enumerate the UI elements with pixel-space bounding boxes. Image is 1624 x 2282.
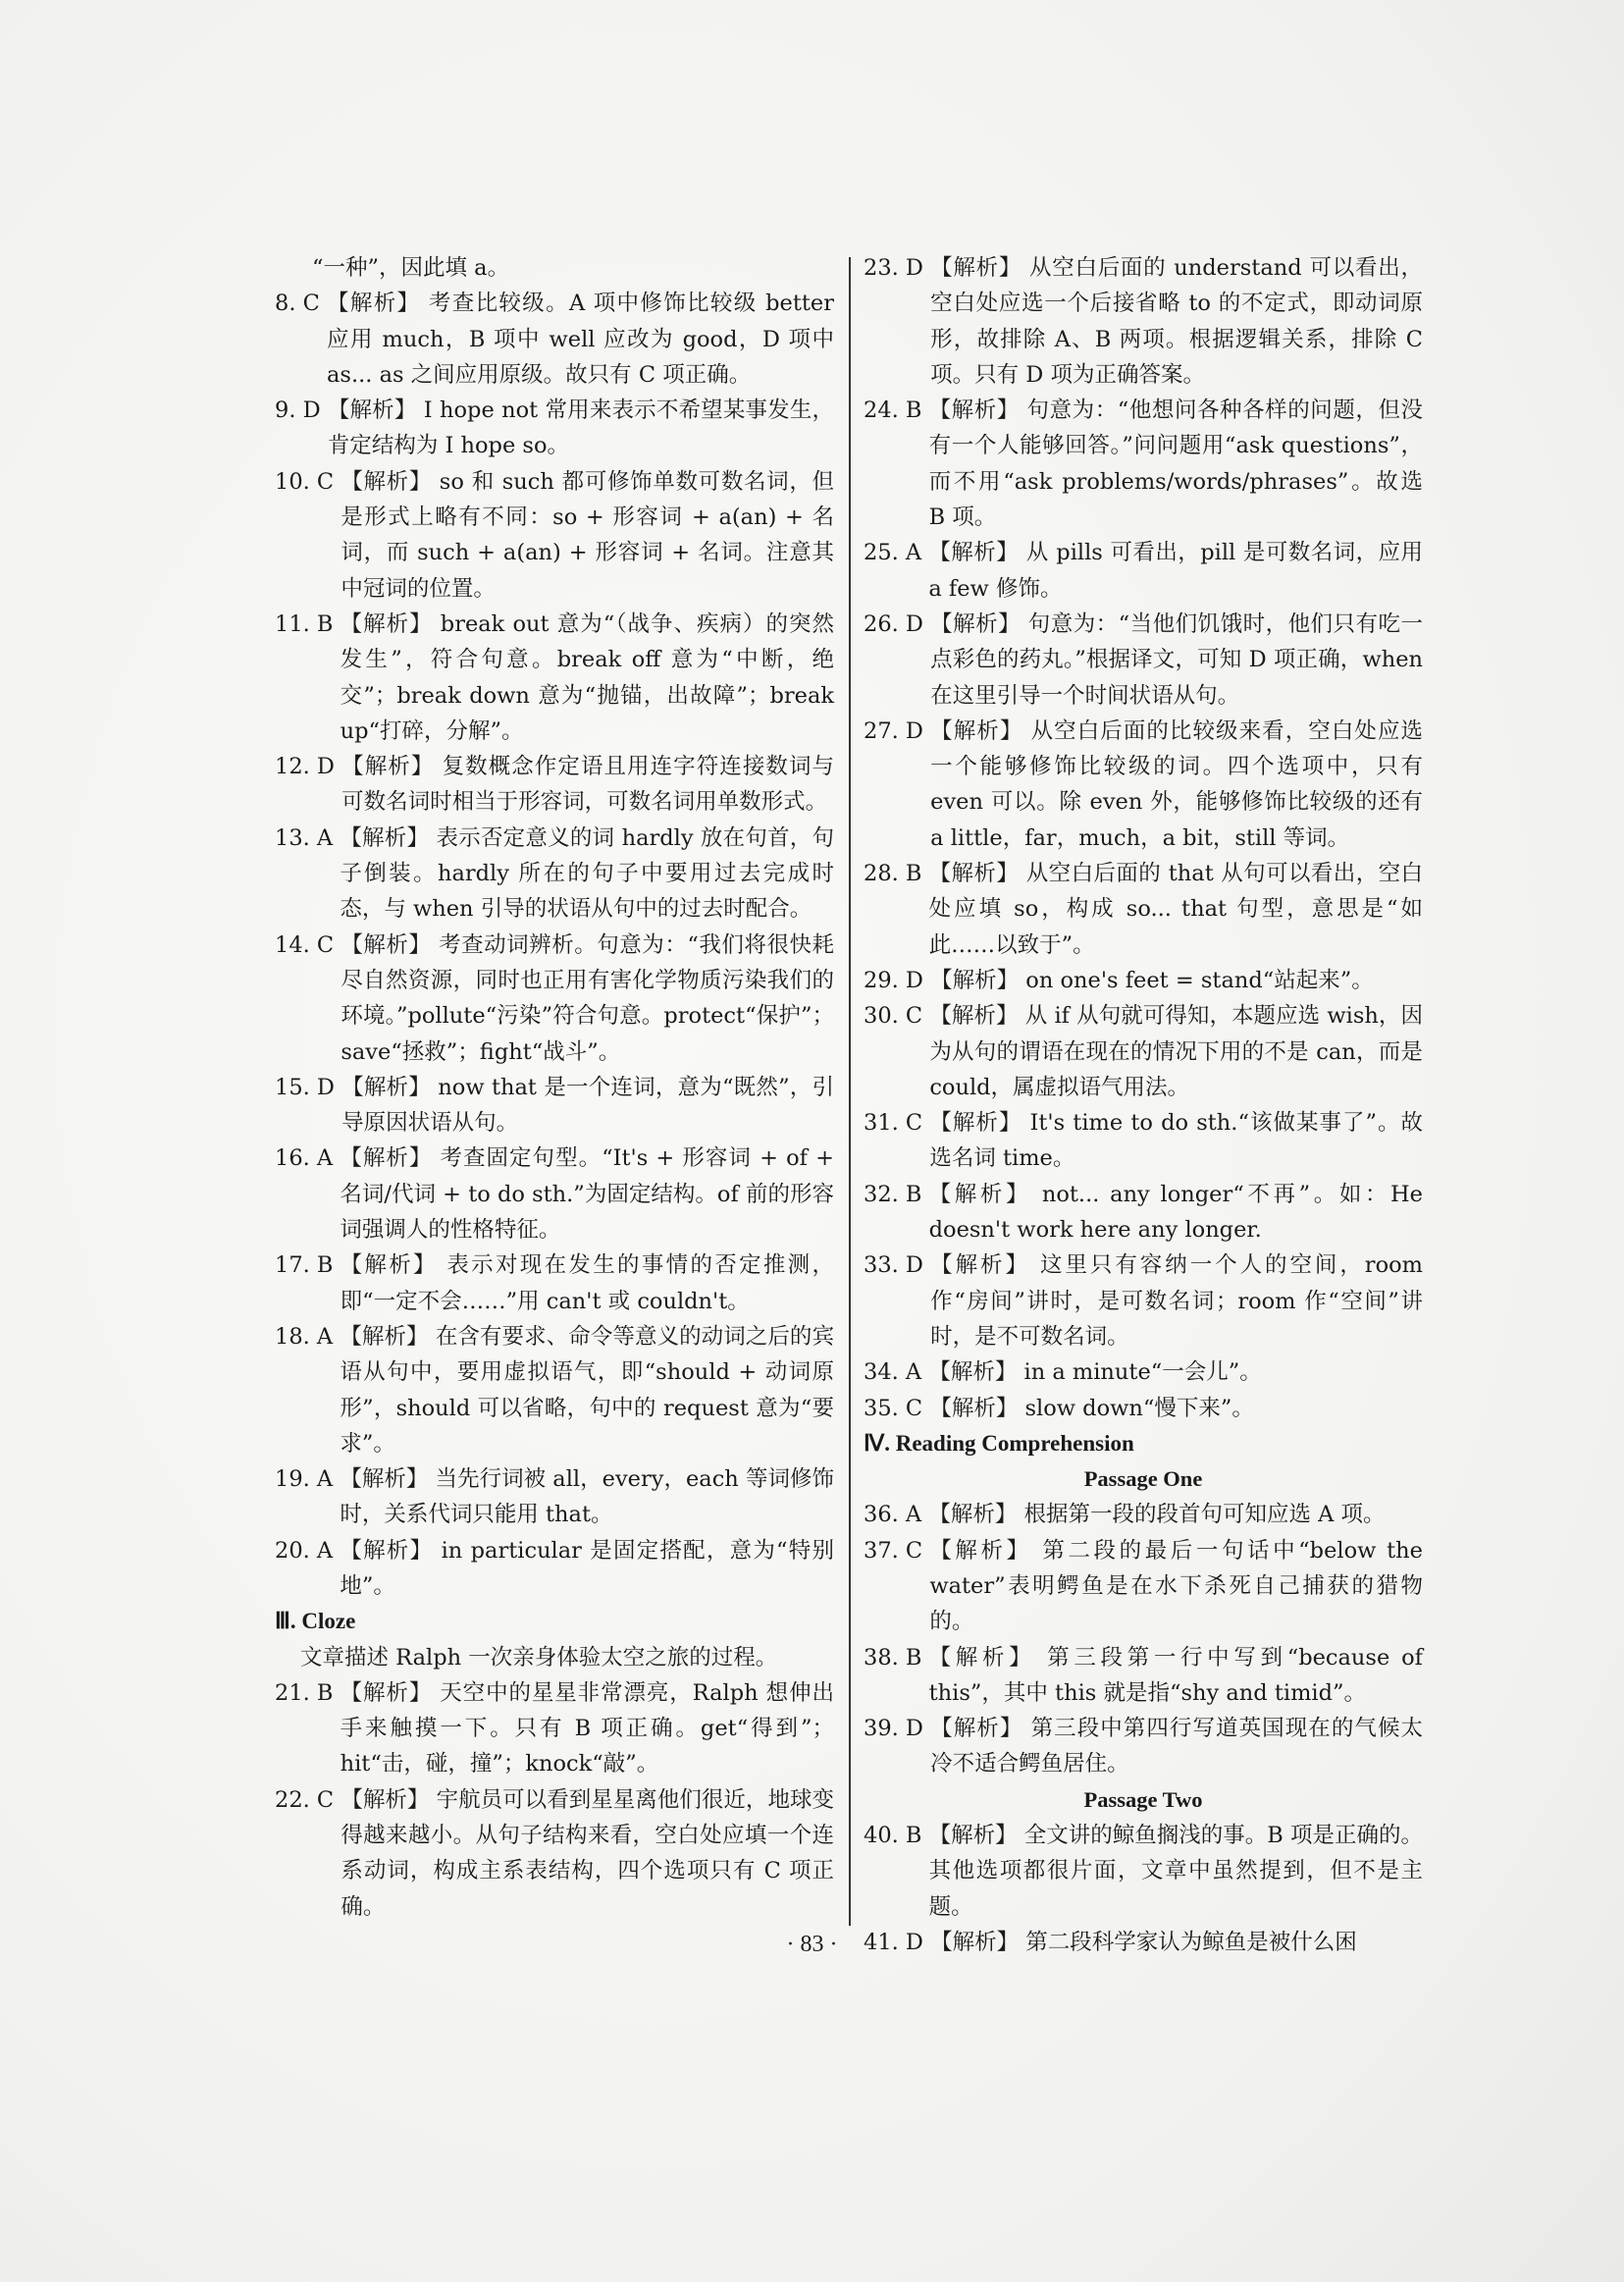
answer-number: 13. A: [275, 824, 341, 851]
left-column: [275, 250, 834, 1925]
lead-line: “一种”，因此填 a。: [312, 255, 510, 281]
column-divider: [849, 257, 851, 1926]
answer-explanation: 【解析】 根据第一段的段首句可知应选 A 项。: [928, 1502, 1386, 1528]
answer-item-28: [864, 856, 1423, 963]
answer-explanation: 【解析】 句意为：“当他们饥饿时，他们只有吃一点彩色的药丸。”根据译文，可知 D 项正确，when 在这里引导一个时间状语从句。: [930, 610, 1423, 709]
answer-item-12: [275, 749, 834, 821]
answer-number: 14. C: [275, 931, 341, 958]
answer-item-26: [864, 607, 1423, 714]
answer-item-31: [864, 1105, 1423, 1177]
answer-explanation: 【解析】 break out 意为“（战争、疾病）的突然发生”，符合句意。break off 意为“中断，绝交”；break down 意为“抛锚，出故障”；break up“打碎，分解”。: [340, 610, 834, 744]
answer-explanation: 【解析】 第三段中第四行写道英国现在的气候太冷不适合鳄鱼居住。: [930, 1716, 1423, 1778]
answer-explanation: 【解析】 not... any longer“不再”。如：He doesn't work here any longer.: [928, 1181, 1423, 1244]
answer-number: 19. A: [275, 1466, 341, 1493]
passage-heading-two: Passage Two: [1083, 1786, 1203, 1812]
answer-item-27: [864, 714, 1423, 856]
answer-item-23: [864, 250, 1423, 393]
answer-number: 33. D: [864, 1252, 931, 1279]
answer-explanation: 【解析】 句意为：“他想问各种各样的问题，但没有一个人能够回答。”问问题用“ask questions”，而不用“ask problems/words/phrases”。故选 B 项。: [928, 398, 1423, 531]
passage-heading-one: Passage One: [1083, 1466, 1203, 1492]
answer-explanation: 【解析】 考查动词辨析。句意为：“我们将很快耗尽自然资源，同时也正用有害化学物质污染我们的环境。”pollute“污染”符合句意。protect“保护”；save“拯救”；fight“战斗”。: [341, 931, 834, 1065]
answer-item-15: [275, 1070, 834, 1141]
answer-explanation: 【解析】 全文讲的鲸鱼搁浅的事。B 项是正确的。其他选项都很片面，文章中虽然提到，但不是主题。: [928, 1823, 1423, 1920]
answer-item-10: [275, 464, 834, 607]
answer-explanation: 【解析】 当先行词被 all，every，each 等词修饰时，关系代词只能用 that。: [340, 1466, 834, 1528]
answer-number: 32. B: [864, 1181, 929, 1207]
answer-item-39: [864, 1711, 1423, 1782]
answer-item-34: [864, 1354, 1423, 1390]
answer-number: 36. A: [864, 1502, 929, 1528]
answer-explanation: 【解析】 第三段第一行中写到“because of this”，其中 this 就是指“shy and timid”。: [928, 1644, 1423, 1706]
answer-item-32: [864, 1177, 1423, 1248]
answer-number: 25. A: [864, 540, 929, 566]
answer-explanation: 【解析】 第二段的最后一句话中“below the water”表明鳄鱼是在水下杀死自己捕获的猎物的。: [929, 1537, 1423, 1635]
answer-item-14: [275, 928, 834, 1070]
answer-item-29: [864, 963, 1423, 998]
answer-item-8: [275, 286, 834, 393]
answer-number: 38. B: [864, 1644, 929, 1671]
answer-explanation: 【解析】 It's time to do sth.“该做某事了”。故选名词 time。: [929, 1110, 1423, 1172]
answer-number: 22. C: [275, 1786, 341, 1813]
answer-item-33: [864, 1247, 1423, 1354]
answer-number: 39. D: [864, 1716, 931, 1742]
section-heading-cloze: Ⅲ. Cloze: [275, 1609, 356, 1634]
answer-item-37: [864, 1533, 1423, 1640]
answer-explanation: 【解析】 I hope not 常用来表示不希望某事发生，肯定结构为 I hope so。: [327, 398, 834, 459]
answer-number: 15. D: [275, 1074, 342, 1100]
answer-explanation: 【解析】 在含有要求、命令等意义的动词之后的宾语从句中，要用虚拟语气，即“should + 动词原形”，should 可以省略，句中的 request 意为“要求”。: [340, 1323, 834, 1457]
answer-number: 35. C: [864, 1395, 930, 1421]
answer-explanation: 【解析】 考查固定句型。“It's + 形容词 + of + 名词/代词 + to do sth.”为固定结构。of 前的形容词强调人的性格特征。: [340, 1145, 834, 1244]
answer-item-20: [275, 1533, 834, 1605]
answer-number: 31. C: [864, 1110, 930, 1137]
answer-explanation: 【解析】 表示对现在发生的事情的否定推测，即“一定不会……”用 can't 或 couldn't。: [340, 1252, 834, 1314]
answer-explanation: 【解析】 表示否定意义的词 hardly 放在句首，句子倒装。hardly 所在的句子中要用过去完成时态，与 when 引导的状语从句中的过去时配合。: [340, 824, 834, 923]
answer-number: 8. C: [275, 291, 327, 317]
answer-item-11: [275, 607, 834, 749]
section-heading-reading: Ⅳ. Reading Comprehension: [864, 1430, 1134, 1456]
answer-item-25: [864, 535, 1423, 607]
answer-number: 29. D: [864, 967, 931, 993]
answer-explanation: 【解析】 第二段科学家认为鲸鱼是被什么困: [930, 1929, 1357, 1955]
answer-explanation: 【解析】 宇航员可以看到星星离他们很近，地球变得越来越小。从句子结构来看，空白处应填一个连系动词，构成主系表结构，四个选项只有 C 项正确。: [341, 1786, 834, 1920]
answer-number: 12. D: [275, 754, 342, 780]
answer-number: 17. B: [275, 1252, 341, 1279]
answer-number: 11. B: [275, 610, 341, 637]
answer-number: 10. C: [275, 468, 341, 495]
answer-number: 30. C: [864, 1003, 930, 1030]
answer-explanation: 【解析】 从空白后面的 understand 可以看出，空白处应选一个后接省略 to 的不定式，即动词原形，故排除 A、B 两项。根据逻辑关系，排除 C 项。只有 D 项为正确答案。: [930, 255, 1423, 388]
answer-explanation: 【解析】 slow down“慢下来”。: [929, 1395, 1254, 1421]
answer-item-35: [864, 1391, 1423, 1426]
answer-explanation: 【解析】 这里只有容纳一个人的空间，room 作“房间”讲时，是可数名词；room 作“空间”讲时，是不可数名词。: [930, 1252, 1423, 1350]
answer-explanation: 【解析】 考查比较级。A 项中修饰比较级 better 应用 much，B 项中 well 应改为 good，D 项中 as... as 之间应用原级。故只有 C 项正确。: [327, 291, 834, 388]
answer-number: 41. D: [864, 1929, 931, 1955]
answer-number: 27. D: [864, 717, 931, 744]
answer-item-19: [275, 1461, 834, 1533]
answer-number: 18. A: [275, 1323, 341, 1350]
right-column: [864, 250, 1423, 1960]
answer-number: 24. B: [864, 398, 929, 424]
answer-number: 28. B: [864, 861, 929, 887]
answer-item-16: [275, 1141, 834, 1247]
answer-number: 23. D: [864, 255, 931, 281]
answer-number: 37. C: [864, 1537, 930, 1564]
answer-number: 40. B: [864, 1823, 929, 1849]
answer-item-24: [864, 393, 1423, 535]
answer-item-22: [275, 1782, 834, 1925]
answer-item-9: [275, 393, 834, 464]
answer-explanation: 【解析】 on one's feet = stand“站起来”。: [930, 967, 1374, 993]
answer-item-30: [864, 998, 1423, 1105]
answer-item-13: [275, 821, 834, 928]
answer-item-21: [275, 1675, 834, 1782]
answer-explanation: 【解析】 复数概念作定语且用连字符连接数词与可数名词时相当于形容词，可数名词用单数形式。: [341, 754, 834, 816]
answer-number: 21. B: [275, 1679, 341, 1706]
answer-number: 9. D: [275, 398, 328, 424]
answer-item-17: [275, 1247, 834, 1319]
answer-item-18: [275, 1319, 834, 1461]
answer-item-36: [864, 1497, 1423, 1532]
answer-explanation: 【解析】 in particular 是固定搭配，意为“特别地”。: [340, 1537, 834, 1599]
answer-explanation: 【解析】 now that 是一个连词，意为“既然”，引导原因状语从句。: [341, 1074, 834, 1137]
answer-explanation: 【解析】 从空白后面的 that 从句可以看出，空白处应填 so，构成 so... that 句型，意思是“如此……以致于”。: [928, 861, 1423, 958]
answer-explanation: 【解析】 so 和 such 都可修饰单数可数名词，但是形式上略有不同：so + 形容词 + a(an) + 名词，而 such + a(an) + 形容词 + 名词。注意其中冠词的位置。: [341, 468, 834, 602]
answer-number: 16. A: [275, 1145, 341, 1172]
page-number: · 83 ·: [786, 1932, 838, 1957]
answer-explanation: 【解析】 从空白后面的比较级来看，空白处应选一个能够修饰比较级的词。四个选项中，只有 even 可以。除 even 外，能够修饰比较级的还有 a little，far，much，a bit，still 等词。: [930, 717, 1423, 851]
section-intro: 文章描述 Ralph 一次亲身体验太空之旅的过程。: [300, 1644, 778, 1671]
answer-explanation: 【解析】 天空中的星星非常漂亮，Ralph 想伸出手来触摸一下。只有 B 项正确。get“得到”；hit“击，碰，撞”；knock“敲”。: [340, 1679, 834, 1778]
answer-number: 34. A: [864, 1359, 929, 1386]
answer-explanation: 【解析】 in a minute“一会儿”。: [928, 1359, 1262, 1386]
answer-explanation: 【解析】 从 pills 可看出，pill 是可数名词，应用 a few 修饰。: [928, 540, 1423, 602]
answer-item-40: [864, 1818, 1423, 1925]
answer-number: 26. D: [864, 610, 931, 637]
answer-item-38: [864, 1640, 1423, 1712]
answer-explanation: 【解析】 从 if 从句就可得知，本题应选 wish，因为从句的谓语在现在的情况下用的不是 can，而是 could，属虚拟语气用法。: [929, 1003, 1423, 1100]
answer-number: 20. A: [275, 1537, 341, 1564]
